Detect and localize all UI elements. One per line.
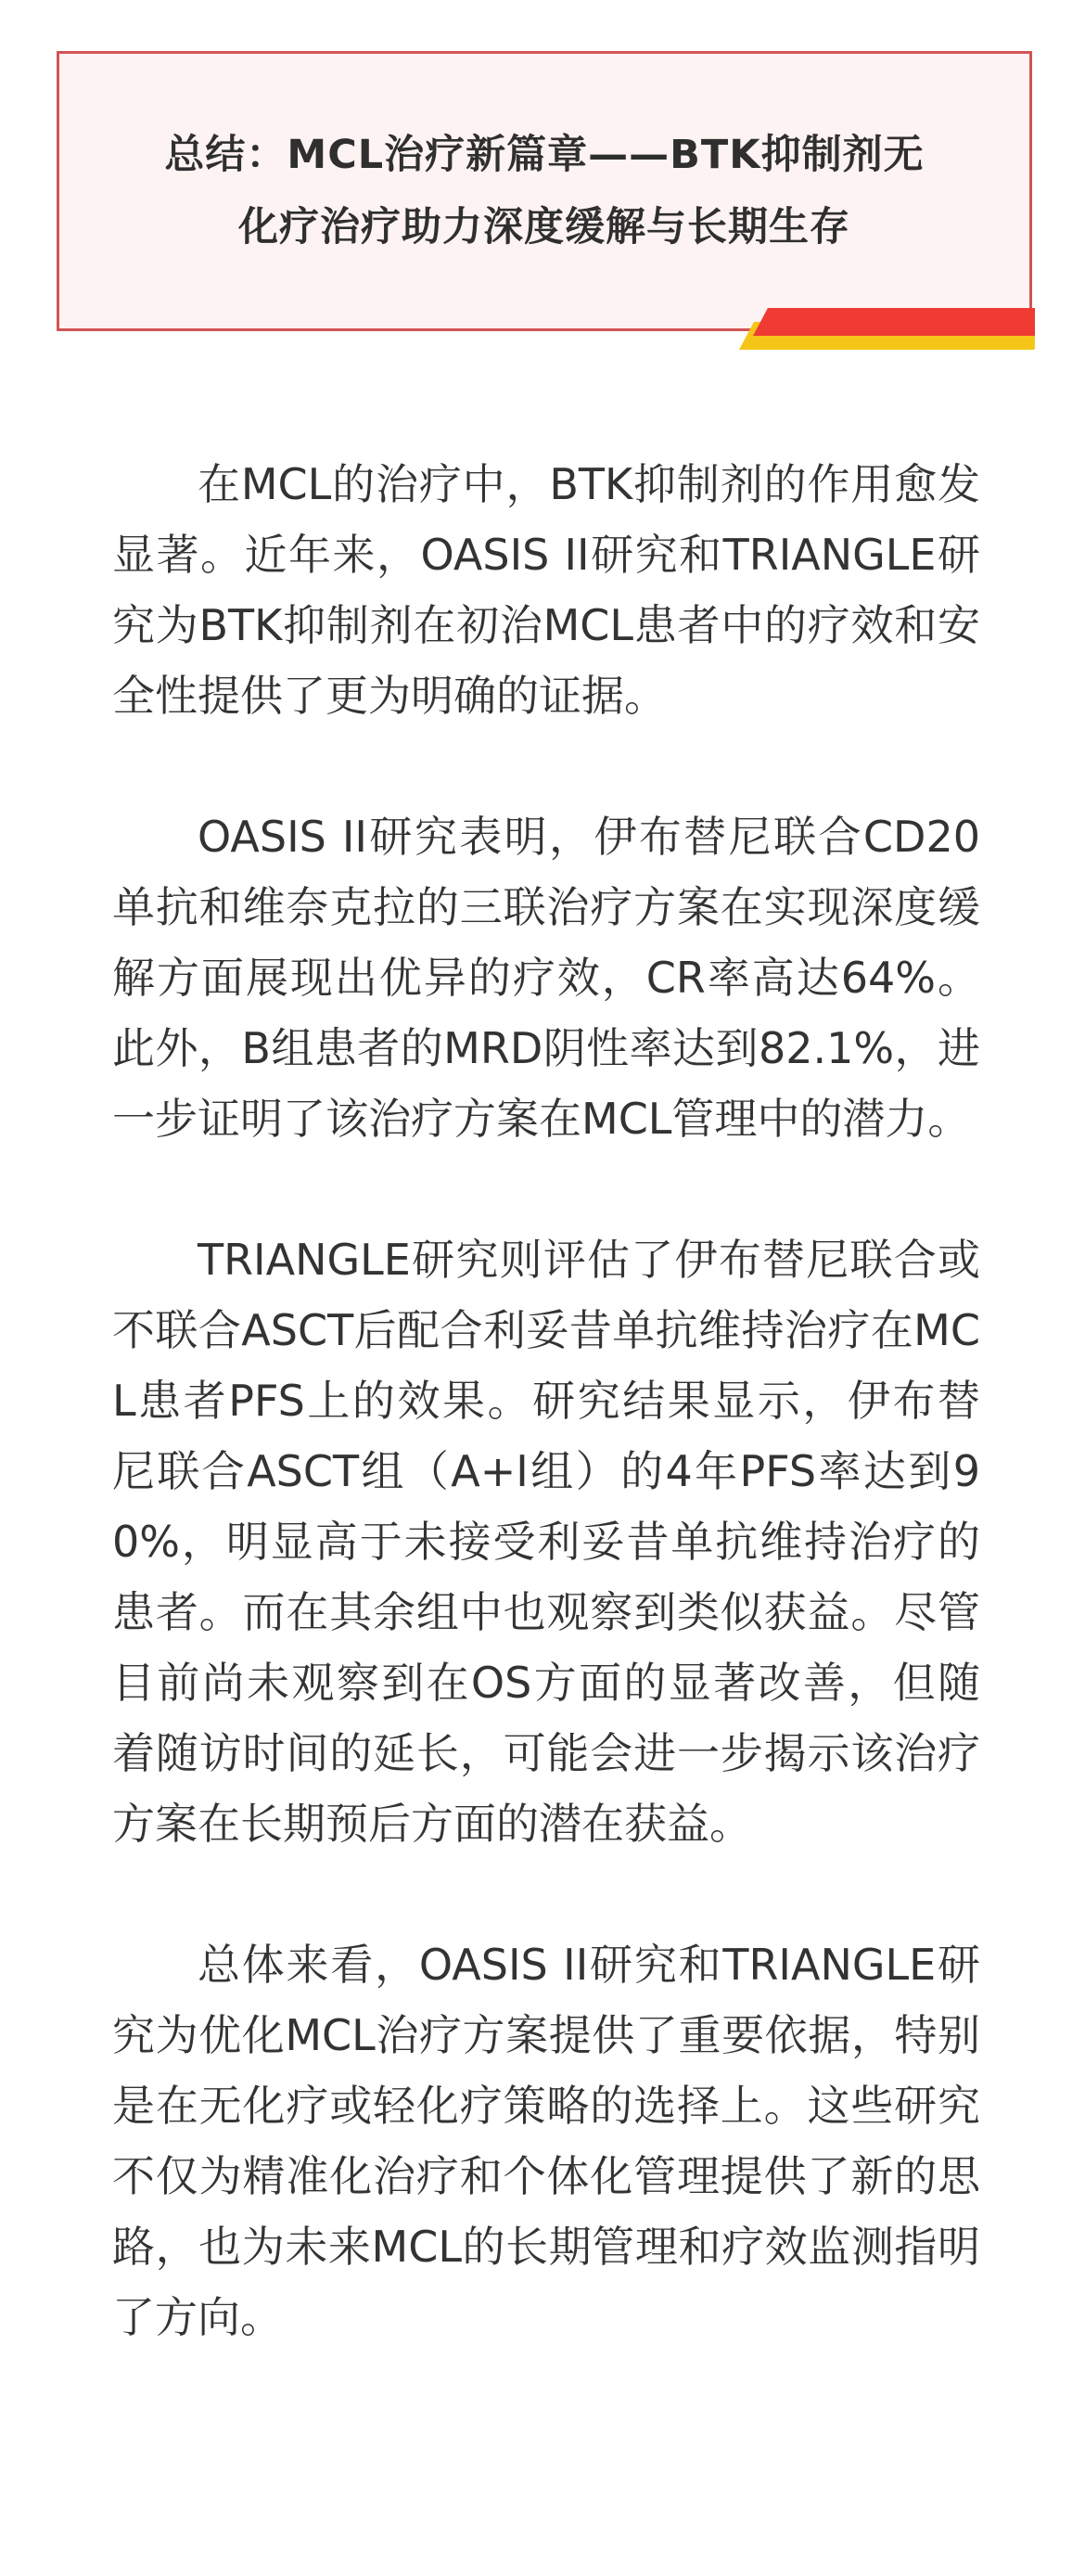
accent-mask: [1035, 297, 1085, 362]
paragraph-oasis: OASIS II研究表明，伊布替尼联合CD20单抗和维奈克拉的三联治疗方案在实现深度缓解方面展现出优异的疗效，CR率高达64%。此外，B组患者的MRD阴性率达到82.1%，进一步证明了该治疗方案在MCL管理中的潜力。: [112, 812, 980, 1144]
title-line-2: 化疗治疗助力深度缓解与长期生存: [238, 204, 850, 250]
article-body: [112, 449, 980, 2352]
title-box: [57, 51, 1032, 331]
accent-stripe-red: [753, 308, 1050, 336]
page-title: [99, 119, 989, 263]
paragraph-triangle: TRIANGLE研究则评估了伊布替尼联合或不联合ASCT后配合利妥昔单抗维持治疗在MCL患者PFS上的效果。研究结果显示，伊布替尼联合ASCT组（A+I组）的4年PFS率达到90%，明显高于未接受利妥昔单抗维持治疗的患者。而在其余组中也观察到类似获益。尽管目前尚未观察到在OS方面的显著改善，但随着随访时间的延长，可能会进一步揭示该治疗方案在长期预后方面的潜在获益。: [112, 1235, 980, 1849]
paragraph-conclusion: 总体来看，OASIS II研究和TRIANGLE研究为优化MCL治疗方案提供了重要依据，特别是在无化疗或轻化疗策略的选择上。这些研究不仅为精准化治疗和个体化管理提供了新的思路，也为未来MCL的长期管理和疗效监测指明了方向。: [112, 1940, 980, 2342]
title-line-1: 总结：MCL治疗新篇章——BTK抑制剂无: [164, 132, 925, 178]
paragraph-intro: 在MCL的治疗中，BTK抑制剂的作用愈发显著。近年来，OASIS II研究和TRIANGLE研究为BTK抑制剂在初治MCL患者中的疗效和安全性提供了更为明确的证据。: [112, 459, 980, 721]
